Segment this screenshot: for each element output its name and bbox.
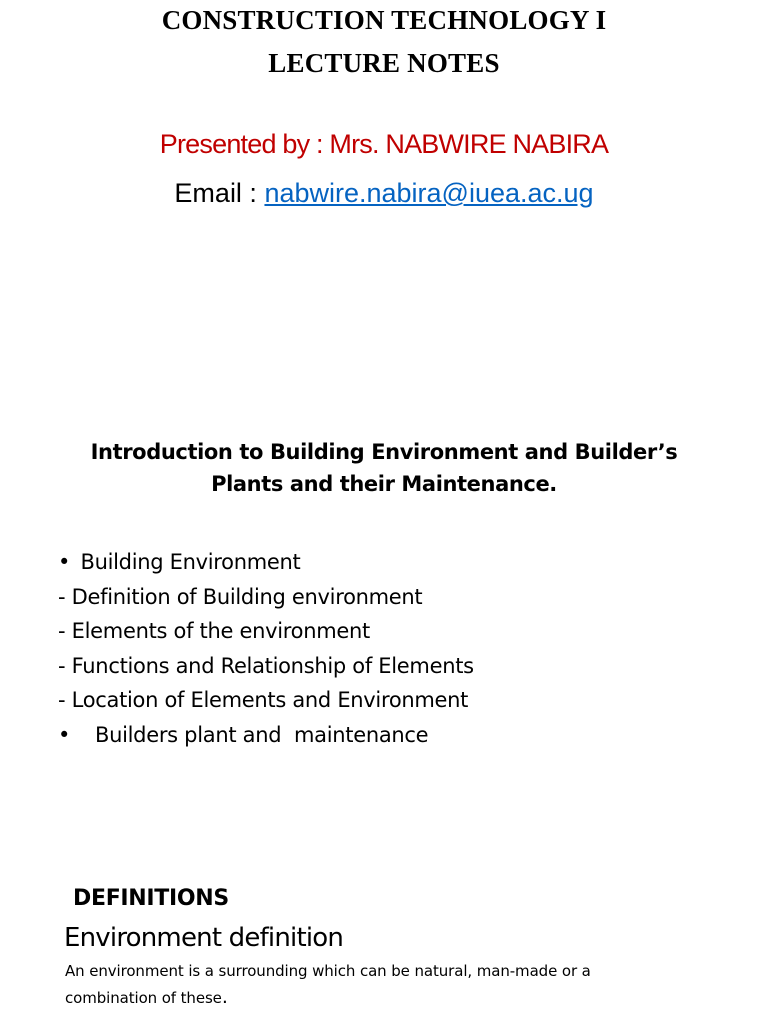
list-item bbox=[0, 580, 768, 615]
dash-marker: - bbox=[58, 653, 66, 678]
list-item bbox=[0, 614, 768, 649]
topic-list bbox=[0, 545, 768, 752]
list-item-text: Functions and Relationship of Elements bbox=[71, 653, 474, 678]
definitions-heading: DEFINITIONS bbox=[73, 886, 229, 911]
list-item-text: Building Environment bbox=[80, 550, 301, 574]
list-item bbox=[0, 718, 768, 753]
definition-period: . bbox=[221, 986, 228, 1008]
bullet-marker: • bbox=[58, 550, 71, 574]
definition-text-line-body: combination of these bbox=[65, 989, 222, 1007]
environment-definition-text bbox=[65, 958, 705, 1011]
dash-marker: - bbox=[58, 584, 66, 609]
list-item bbox=[0, 683, 768, 718]
intro-heading-line: Introduction to Building Environment and Builder’s bbox=[90, 440, 678, 464]
document-title: CONSTRUCTION TECHNOLOGY I bbox=[161, 5, 607, 35]
list-item-text: Location of Elements and Environment bbox=[71, 688, 469, 712]
list-item bbox=[0, 545, 768, 580]
dash-marker: - bbox=[58, 619, 66, 643]
list-item-text: Builders plant and maintenance bbox=[95, 722, 429, 747]
email-link[interactable]: nabwire.nabira@iuea.ac.ug bbox=[264, 178, 594, 208]
definition-text-line: An environment is a surrounding which can be natural, man-made or a bbox=[65, 962, 591, 980]
environment-definition-heading: Environment definition bbox=[64, 923, 344, 953]
list-item bbox=[0, 649, 768, 684]
intro-heading bbox=[30, 436, 738, 500]
email-label: Email : bbox=[174, 178, 265, 208]
dash-marker: - bbox=[58, 688, 66, 712]
list-item-text: Definition of Building environment bbox=[71, 584, 423, 609]
presenter-line: Presented by : Mrs. NABWIRE NABIRA bbox=[159, 129, 609, 159]
email-row bbox=[0, 175, 768, 211]
document-subtitle: LECTURE NOTES bbox=[268, 48, 500, 78]
definition-text-line bbox=[65, 984, 705, 1011]
bullet-marker: • bbox=[58, 722, 71, 747]
intro-heading-line: Plants and their Maintenance. bbox=[211, 472, 557, 496]
list-item-text: Elements of the environment bbox=[71, 619, 370, 643]
